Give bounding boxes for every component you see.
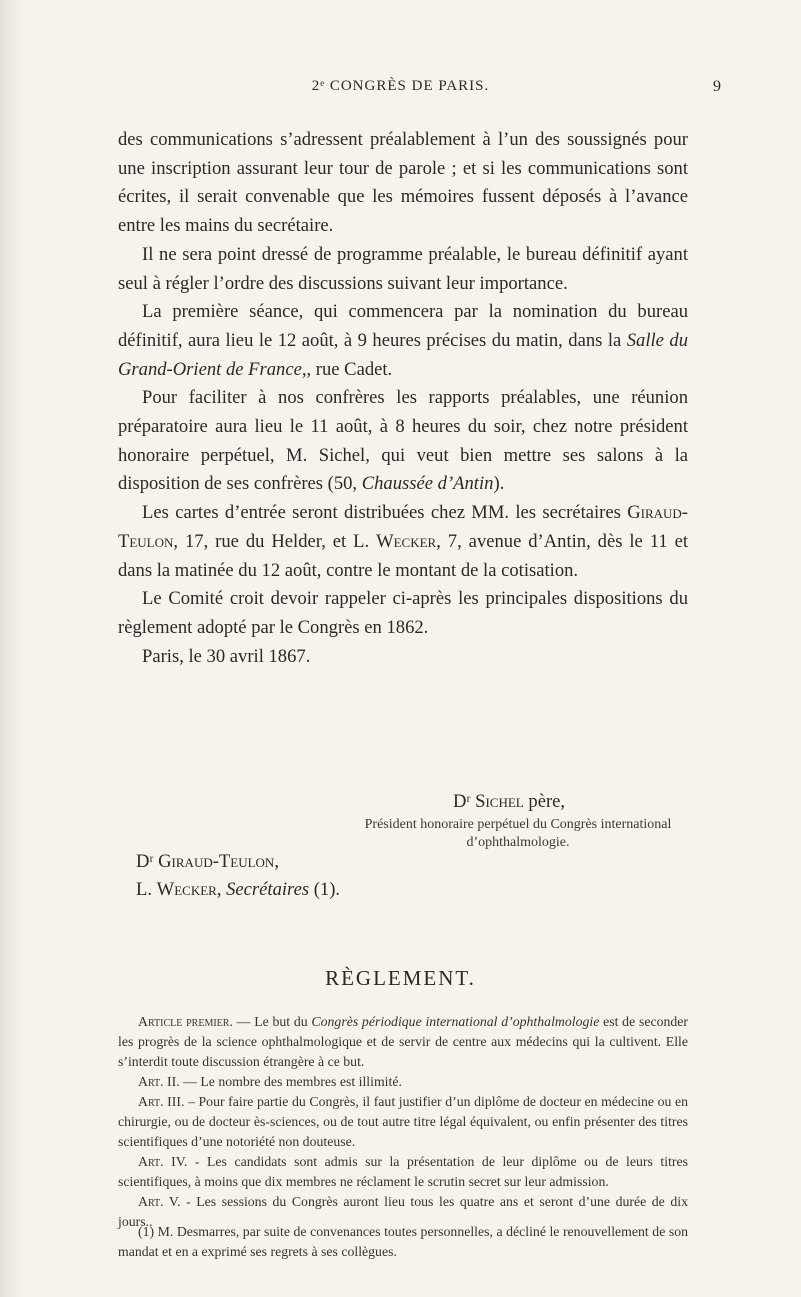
article-4-label: Art. IV. [138, 1154, 188, 1169]
paragraph-premiere-seance [118, 298, 688, 384]
article-4 [118, 1152, 688, 1192]
secretary-2-sep: , [216, 879, 227, 900]
president-name: Sichel [475, 791, 524, 812]
page-number: 9 [713, 78, 721, 95]
article-4-text: - Les candidats sont admis sur la présentation de leur diplôme ou de leurs titres scientifiques, à moins que dix membres ne réclament le scrutin secret sur leur admission. [118, 1154, 688, 1189]
reglement-heading: RÈGLEMENT. [325, 966, 476, 990]
paragraph-cartes-entree [118, 499, 688, 585]
cartes-text-a: Les cartes d’entrée seront distribuées chez MM. les secrétaires [142, 502, 628, 524]
secretary-1-suffix: , [274, 851, 279, 872]
paragraph-premiere-seance-end: , rue Cadet. [306, 358, 393, 380]
paragraph-reunion-text: Pour faciliter à nos confrères les rapports préalables, une réunion préparatoire aura lieu le 11 août, à 8 heures du soir, chez notre président honoraire perpétuel, M. Sichel, qui veut bien mettre ses salons à la disposition de ses confrères (50, [118, 387, 688, 495]
article-2 [118, 1072, 688, 1092]
secretary-1-name: Giraud-Teulon [158, 851, 275, 872]
footnote-text: (1) M. Desmarres, par suite de convenances toutes personnelles, a décliné le renouvellement de son mandat et en a exprimé ses regrets à ses collègues. [118, 1224, 688, 1259]
paragraph-communications: des communications s’adressent préalablement à l’un des soussignés pour une inscription assurant leur tour de parole ; et si les communications sont écrites, il serait convenable que les mémoires fussent déposés à l’avance entre les mains du secrétaire. [118, 129, 688, 237]
secretary-1-signature [118, 848, 688, 876]
article-3-label: Art. III. [138, 1094, 185, 1109]
dateline: Paris, le 30 avril 1867. [142, 645, 311, 667]
cartes-text-c: , 7, avenue d’Antin, dès le 11 et dans la matinée du 12 août, contre le montant de la cotisation. [118, 530, 688, 581]
article-5-text: - Les sessions du Congrès auront lieu tous les quatre ans et seront d’une durée de dix jours.. [118, 1194, 688, 1229]
paragraph-comite: Le Comité croit devoir rappeler ci-après les principales dispositions du règlement adopté par le Congrès en 1862. [118, 588, 688, 638]
secretaries-role: Secrétaires [226, 879, 310, 900]
article-1-congress-name: Congrès périodique international d’ophthalmologie [311, 1014, 600, 1029]
article-3 [118, 1092, 688, 1152]
article-1-label: Article premier. [138, 1014, 233, 1029]
page-header [0, 78, 801, 102]
street-name: Chaussée d’Antin [361, 473, 494, 495]
signature-secretaries [118, 848, 688, 904]
secretary-1-prefix: Dʳ [136, 851, 159, 872]
president-title: Président honoraire perpétuel du Congrès international d’ophthalmologie. [364, 817, 672, 850]
venue-name: Salle du Grand-Orient de France, [118, 329, 688, 380]
secretary-2-name: Wecker [156, 879, 217, 900]
secretary-2-prefix: L. [136, 879, 157, 900]
footnote-reference: (1). [309, 879, 341, 900]
president-prefix: Dʳ [453, 791, 476, 812]
paragraph-reunion-end: ). [493, 473, 505, 495]
running-head: 2ᵉ CONGRÈS DE PARIS. [311, 78, 490, 94]
article-2-text: — Le nombre des membres est illimité. [179, 1074, 402, 1089]
secretary-name-wecker: Wecker [376, 530, 437, 552]
paragraph-premiere-seance-text: La première séance, qui commencera par la nomination du bureau définitif, aura lieu le 12 août, à 9 heures précises du matin, dans la [118, 301, 688, 351]
cartes-text-b: , 17, rue du Helder, et L. [173, 530, 377, 552]
article-1-text-a: — Le but du [232, 1014, 312, 1029]
article-1 [118, 1012, 688, 1072]
article-5-label: Art. V. [138, 1194, 181, 1209]
secretary-2-signature [118, 876, 688, 904]
footnote [118, 1222, 688, 1262]
reglement-articles [118, 1012, 688, 1232]
president-suffix: père, [523, 791, 566, 812]
page-gutter-shadow [0, 0, 22, 1297]
president-signature-line [118, 788, 688, 816]
article-1-text-b: est de seconder les progrès de la science ophthalmologique et de servir de centre aux médecins qui la cultivent. Elle s’interdit toute discussion étrangère à ce but. [118, 1014, 688, 1069]
article-3-text: – Pour faire partie du Congrès, il faut justifier d’un diplôme de docteur en médecine ou en chirurgie, ou de docteur ès-sciences, ou de tout autre titre légal équivalent, ou enfin présenter des titres scientifiques d’une notoriété non douteuse. [118, 1094, 688, 1149]
main-text [118, 126, 688, 671]
signature-president [118, 788, 688, 852]
paragraph-programme: Il ne sera point dressé de programme préalable, le bureau définitif ayant seul à régler l’ordre des discussions suivant leur importance. [118, 243, 688, 294]
secretary-name-giraud: Giraud-Teulon [118, 502, 688, 552]
paragraph-reunion-preparatoire [118, 384, 688, 499]
article-2-label: Art. II. [138, 1074, 180, 1089]
